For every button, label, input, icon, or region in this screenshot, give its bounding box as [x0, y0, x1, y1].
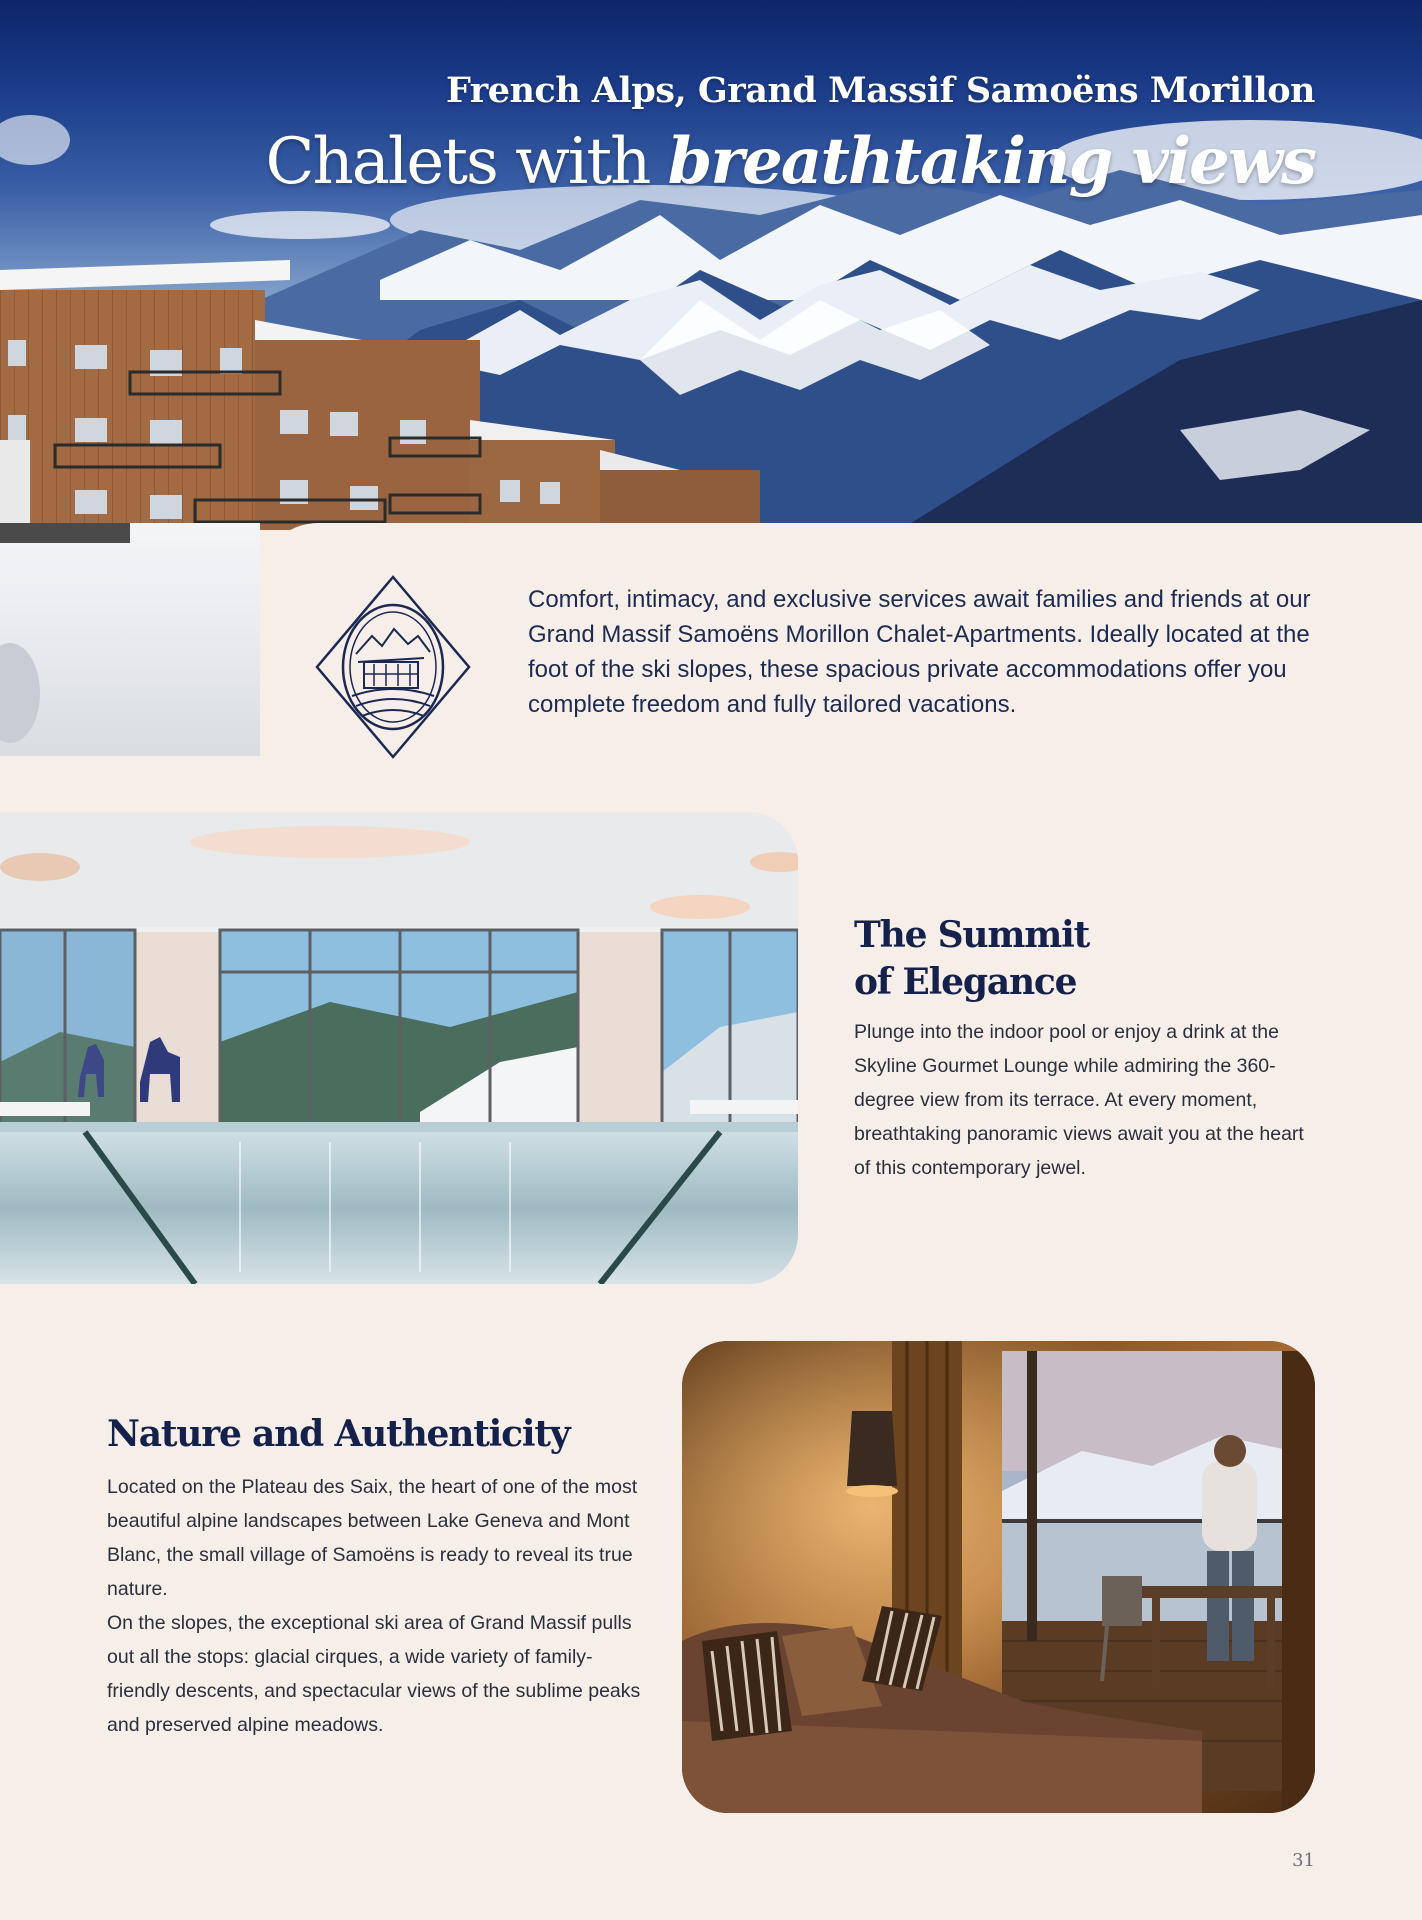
summit-heading-line2: of Elegance: [854, 961, 1077, 1003]
nature-heading: Nature and Authenticity: [107, 1413, 570, 1455]
hero-image: [0, 0, 1422, 530]
indoor-pool-image: [0, 812, 798, 1284]
page-title: [266, 124, 1315, 199]
summit-heading: [854, 912, 1154, 1006]
summit-text: Plunge into the indoor pool or enjoy a drink at the Skyline Gourmet Lounge while admiring the 360-degree view from its terrace. At every moment, breathtaking panoramic views await you at the heart of this contemporary jewel.: [854, 1021, 1304, 1179]
intro-text: Comfort, intimacy, and exclusive services await families and friends at our Grand Massif Samoëns Morillon Chalet-Apartments. Ideally located at the foot of the ski slopes, these spacious private accommodations offer you complete freedom and fully tailored vacations.: [528, 586, 1311, 718]
chalet-emblem-icon: [314, 574, 472, 760]
nature-text: [107, 1470, 647, 1742]
title-plain: Chalets with: [265, 125, 650, 199]
nature-paragraph-1: Located on the Plateau des Saix, the heart of one of the most beautiful alpine landscapes between Lake Geneva and Mont Blanc, the small village of Samoëns is ready to reveal its true nature.: [107, 1476, 638, 1600]
snow-foreground: [0, 523, 260, 756]
chalet-lounge-image: [682, 1341, 1315, 1813]
nature-paragraph-2: On the slopes, the exceptional ski area of Grand Massif pulls out all the stops: glacial cirques, a wide variety of family-friendly descents, and spectacular views of the sublime peaks and preserved alpine meadows.: [107, 1612, 641, 1736]
location-subtitle: French Alps, Grand Massif Samoëns Morillon: [446, 70, 1315, 111]
chalet-lounge-illustration: [682, 1341, 1315, 1813]
summit-heading-line1: The Summit: [854, 914, 1090, 956]
snow-bank-illustration: [0, 523, 260, 756]
page-number: 31: [1292, 1850, 1315, 1871]
indoor-pool-illustration: [0, 812, 798, 1284]
title-emphasis: breathtaking views: [667, 124, 1315, 199]
